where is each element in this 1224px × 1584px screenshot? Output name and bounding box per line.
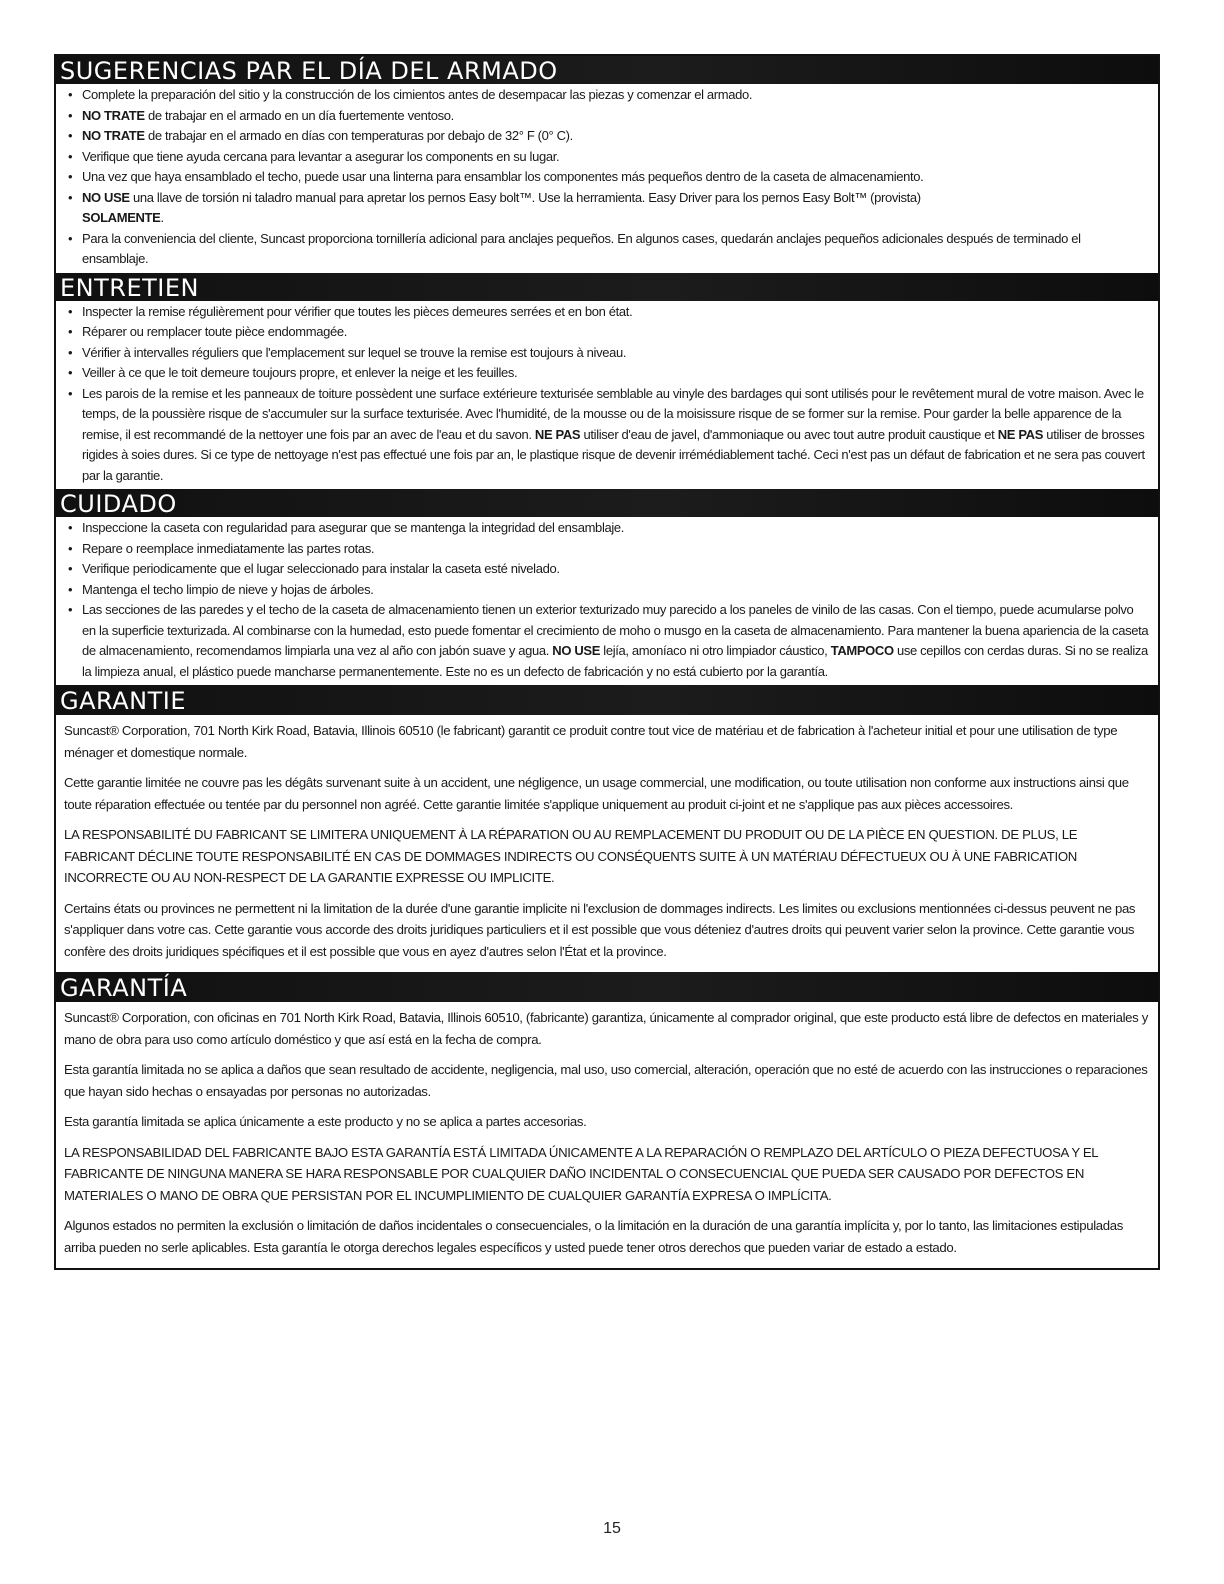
section-title-garantia: GARANTÍA (60, 974, 188, 1002)
list-item: • Inspeccione la caseta con regularidad para asegurar que se mantenga la integridad del ensamblaje. (68, 518, 1150, 539)
paragraph: Esta garantía limitada no se aplica a daños que sean resultado de accidente, negligencia, mal uso, uso comercial, alteración, operación que no esté de acuerdo con las instrucciones o reparaciones que hayan sido hechas o ensayadas por personas no autorizadas. (64, 1062, 1148, 1099)
section-armado (56, 56, 1158, 273)
section-header-bar (56, 489, 1158, 517)
emphasis: NO TRATE (82, 128, 145, 143)
section-header-bar (56, 56, 1158, 84)
list-item: • Una vez que haya ensamblado el techo, puede usar una linterna para ensamblar los componentes más pequeños dentro de la caseta de almacenamiento. (68, 167, 1150, 188)
page-number: 15 (603, 1520, 621, 1537)
garantie-body (56, 715, 1158, 972)
section-title-cuidado: CUIDADO (60, 490, 177, 518)
section-title-garantie: GARANTIE (60, 687, 186, 715)
paragraph: Cette garantie limitée ne couvre pas les dégâts survenant suite à un accident, une négligence, un usage commercial, une modification, ou toute utilisation non conforme aux instructions ainsi que toute réparation effectuée ou tentée par du personnel non agréé. Cette garantie limitée s'applique uniquement au produit ci-joint et ne s'applique pas aux pièces accessoires. (64, 775, 1129, 812)
paragraph: Suncast® Corporation, con oficinas en 701 North Kirk Road, Batavia, Illinois 60510, (fabricante) garantiza, únicamente al comprador original, que este producto está libre de defectos en materiales y mano de obra para uso como artículo doméstico y que así está en la fecha de compra. (64, 1010, 1148, 1047)
list-item: • Inspecter la remise régulièrement pour vérifier que toutes les pièces demeures serrées et en bon état. (68, 302, 1150, 323)
emphasis: SOLAMENTE (82, 210, 161, 225)
bullet-list-armado (56, 84, 1158, 273)
emphasis: NE PAS (997, 426, 1044, 442)
paragraph: Certains états ou provinces ne permettent ni la limitation de la durée d'une garantie implicite ni l'exclusion de dommages indirects. Les limites ou exclusions mentionnées ci-dessus peuvent ne pas s'appliquer dans votre cas. Cette garantie vous accorde des droits juridiques particuliers et il est possible que vous déteniez d'autres droits qui peuvent varier selon la province. Cette garantie vous confère des droits juridiques spécifiques et il est possible que vous en ayez d'autres selon l'État et la province. (64, 900, 1136, 959)
section-header-bar (56, 685, 1158, 715)
list-item: • NO TRATE de trabajar en el armado en días con temperaturas por debajo de 32° F (0° C). (68, 126, 1150, 147)
bullet-list-cuidado (56, 517, 1158, 685)
section-garantie (56, 685, 1158, 972)
list-item: • Para la conveniencia del cliente, Suncast proporciona tornillería adicional para anclajes pequeños. En algunos cases, quedarán anclajes pequeños adicionales después de terminado el ensamblaje. (68, 229, 1150, 270)
list-item: • Complete la preparación del sitio y la construcción de los cimientos antes de desempacar las piezas y comenzar el armado. (68, 85, 1150, 106)
list-item: • Verifique periodicamente que el lugar seleccionado para instalar la caseta esté nivelado. (68, 559, 1150, 580)
list-item: • Las secciones de las paredes y el techo de la caseta de almacenamiento tienen un exterior texturizado muy parecido a los paneles de vinilo de las casas. Con el tiempo, puede acumularse polvo en la superficie texturizada. Al combinarse con la humedad, esto puede fomentar el crecimiento de moho o musgo en la caseta de almacenamiento. Para mantener la buena apariencia de la caseta de almacenamiento, recomendamos limpiarla una vez al año con jabón suave y agua. NO USE lejía, amoníaco ni otro limpiador cáustico, TAMPOCO use cepillos con cerdas duras. Si no se realiza la limpieza anual, el plástico puede mancharse permanentemente. Este no es un defecto de fabricación y no está cubierto por la garantía. (68, 600, 1150, 682)
paragraph: Algunos estados no permiten la exclusión o limitación de daños incidentales o consecuenciales, o la limitación en la duración de una garantía implícita y, por lo tanto, las limitaciones estipuladas arriba pueden no serle aplicables. Esta garantía le otorga derechos legales específicos y usted puede tener otros derechos que pueden variar de estado a estado. (64, 1218, 1123, 1255)
list-item: • Mantenga el techo limpio de nieve y hojas de árboles. (68, 580, 1150, 601)
paragraph: LA RESPONSABILIDAD DEL FABRICANTE BAJO ESTA GARANTÍA ESTÁ LIMITADA ÚNICAMENTE A LA REPARACIÓN O REMPLAZO DEL ARTÍCULO O PIEZA DEFECTUOSA Y EL FABRICANTE DE NINGUNA MANERA SE HARA RESPONSABLE POR CUALQUIER DAÑO INCIDENTAL O CONSECUENCIAL QUE PUEDA SER CAUSADO POR DEFECTOS EN MATERIALES O MANO DE OBRA QUE PERSISTAN POR EL INCUMPLIMIENTO DE CUALQUIER GARANTÍA EXPRESA O IMPLÍCITA. (64, 1144, 1098, 1203)
section-title-armado: SUGERENCIAS PAR EL DÍA DEL ARMADO (60, 57, 558, 85)
emphasis: NO TRATE (82, 107, 145, 123)
list-item: • NO TRATE de trabajar en el armado en un día fuertemente ventoso. (68, 106, 1150, 127)
garantia-body (56, 1002, 1158, 1268)
list-item: • Vérifier à intervalles réguliers que l'emplacement sur lequel se trouve la remise est toujours à niveau. (68, 343, 1150, 364)
list-item: • Verifique que tiene ayuda cercana para levantar a asegurar los components en su lugar. (68, 147, 1150, 168)
section-garantia (56, 972, 1158, 1268)
emphasis: NO USE (552, 643, 601, 658)
list-item: • NO USE una llave de torsión ni taladro manual para apretar los pernos Easy bolt™. Use la herramienta. Easy Driver para los pernos Easy Bolt™ (provista) SOLAMENTE. (68, 188, 1150, 229)
section-title-entretien: ENTRETIEN (60, 273, 199, 302)
list-item: • Veiller à ce que le toit demeure toujours propre, et enlever la neige et les feuilles. (68, 363, 1150, 384)
emphasis: NE PAS (534, 426, 581, 442)
list-item: • Réparer ou remplacer toute pièce endommagée. (68, 322, 1150, 343)
emphasis: NO USE (82, 189, 130, 205)
section-entretien (56, 273, 1158, 490)
section-cuidado (56, 489, 1158, 685)
bullet-list-entretien (56, 301, 1158, 490)
list-item: • Les parois de la remise et les panneaux de toiture possèdent une surface extérieure texturisée semblable au vinyle des bardages qui sont utilisés pour le revêtement mural de votre maison. Avec le temps, de la poussière risque de s'accumuler sur la surface texturisée. Avec l'humidité, de la mousse ou de la moisissure risque de se former sur la remise. Pour garder la belle apparence de la remise, il est recommandé de la nettoyer une fois par an avec de l'eau et du savon. NE PAS utiliser d'eau de javel, d'ammoniaque ou avec tout autre produit caustique et NE PAS utiliser de brosses rigides à soies dures. Si ce type de nettoyage n'est pas effectué une fois par an, le plastique risque de devenir irrémédiablement taché. Ceci n'est pas un défaut de fabrication et ne sera pas couvert par la garantie. (68, 384, 1150, 487)
paragraph: LA RESPONSABILITÉ DU FABRICANT SE LIMITERA UNIQUEMENT À LA RÉPARATION OU AU REMPLACEMENT DU PRODUIT OU DE LA PIÈCE EN QUESTION. DE PLUS, LE FABRICANT DÉCLINE TOUTE RESPONSABILITÉ EN CAS DE DOMMAGES INDIRECTS OU CONSÉQUENTS SUITE À UN MATÉRIAU DÉFECTUEUX OU À UNE FABRICATION INCORRECTE OU AU NON-RESPECT DE LA GARANTIE EXPRESSE OU IMPLICITE. (64, 827, 1078, 885)
emphasis: TAMPOCO (830, 643, 894, 658)
document-page (54, 54, 1160, 1270)
paragraph: Esta garantía limitada se aplica únicamente a este producto y no se aplica a partes accesorias. (64, 1114, 587, 1129)
section-header-bar (56, 972, 1158, 1002)
list-item: • Repare o reemplace inmediatamente las partes rotas. (68, 539, 1150, 560)
section-header-bar (56, 273, 1158, 301)
paragraph: Suncast® Corporation, 701 North Kirk Road, Batavia, Illinois 60510 (le fabricant) garantit ce produit contre tout vice de matériau et de fabrication à l'acheteur initial et pour une utilisation de type ménager et domestique normale. (64, 723, 1118, 760)
